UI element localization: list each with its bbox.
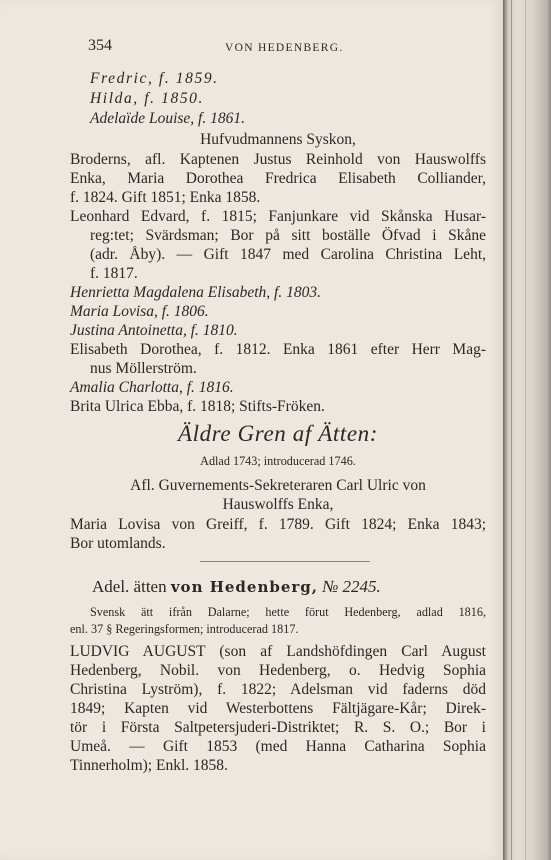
family-title-name: von Hedenberg,	[170, 578, 318, 596]
edge-line	[511, 0, 512, 860]
entry-line: Broderns, afl. Kaptenen Justus Reinhold von Hauswolffs	[70, 151, 486, 168]
entry-line: f. 1824. Gift 1851; Enka 1858.	[70, 189, 261, 206]
entry-line: reg:tet; Svärdsman; Bor på sitt boställe Öfvad i Skåne	[90, 227, 486, 244]
entry-line: Justina Antoinetta, f. 1810.	[70, 322, 238, 339]
entry-line: tör i Första Saltpetersjuderi-Distriktet; R. S. O.; Bor i	[70, 719, 486, 736]
entry-line: Elisabeth Dorothea, f. 1812. Enka 1861 efter Herr Mag-	[70, 341, 486, 358]
entry-line: Fredric, f. 1859.	[90, 70, 219, 87]
entry-line: Bor utomlands.	[70, 535, 166, 552]
entry-line: Afl. Guvernements-Sekreteraren Carl Ulric von	[130, 477, 426, 494]
family-intro-line: enl. 37 § Regeringsformen; introducerad 1817.	[70, 622, 299, 636]
entry-line: Hilda, f. 1850.	[90, 90, 204, 107]
entry-line: Enka, Maria Dorothea Fredrica Elisabeth Colliander,	[70, 170, 486, 187]
entry-line: Adelaïde Louise, f. 1861.	[90, 110, 245, 127]
family-number: № 2245.	[322, 577, 381, 596]
entry-line: Hedenberg, Nobil. von Hedenberg, o. Hedvig Sophia	[70, 662, 486, 679]
section-subtitle: Adlad 1743; introducerad 1746.	[200, 454, 356, 468]
entry-line: Hauswolffs Enka,	[222, 496, 334, 513]
entry-line: 1849; Kapten vid Westerbottens Fältjägare-Kår; Direk-	[70, 700, 486, 717]
running-title: VON HEDENBERG.	[225, 42, 344, 54]
entry-line: nus Möllerström.	[90, 360, 197, 377]
entry-line: Tinnerholm); Enkl. 1858.	[70, 757, 228, 774]
entry-line: Henrietta Magdalena Elisabeth, f. 1803.	[70, 284, 321, 301]
family-title-prefix: Adel. ätten	[92, 577, 167, 596]
entry-line: Christina Lyström), f. 1822; Adelsman vid faderns död	[70, 681, 486, 698]
entry-line: Brita Ulrica Ebba, f. 1818; Stifts-Fröken.	[70, 398, 325, 415]
entry-line: Amalia Charlotta, f. 1816.	[70, 379, 234, 396]
entry-line: (adr. Åby). — Gift 1847 med Carolina Christina Leht,	[90, 246, 486, 263]
siblings-heading: Hufvudmannens Syskon,	[200, 131, 356, 148]
section-divider	[200, 561, 370, 562]
entry-line: Maria Lovisa, f. 1806.	[70, 303, 209, 320]
page-edge	[503, 0, 551, 860]
entry-line: Umeå. — Gift 1853 (med Hanna Catharina Sophia	[70, 738, 486, 755]
family-title	[92, 578, 381, 595]
entry-line: Leonhard Edvard, f. 1815; Fanjunkare vid Skånska Husar-	[70, 208, 486, 225]
entry-line: f. 1817.	[90, 265, 138, 282]
section-title: Äldre Gren af Ätten:	[178, 421, 378, 446]
edge-line	[525, 0, 526, 860]
entry-line: LUDVIG AUGUST (son af Landshöfdingen Carl August	[70, 643, 486, 660]
family-intro-line: Svensk ätt ifrån Dalarne; hette förut Hedenberg, adlad 1816,	[90, 605, 486, 619]
entry-line: Maria Lovisa von Greiff, f. 1789. Gift 1824; Enka 1843;	[70, 516, 486, 533]
page-number: 354	[88, 37, 112, 54]
